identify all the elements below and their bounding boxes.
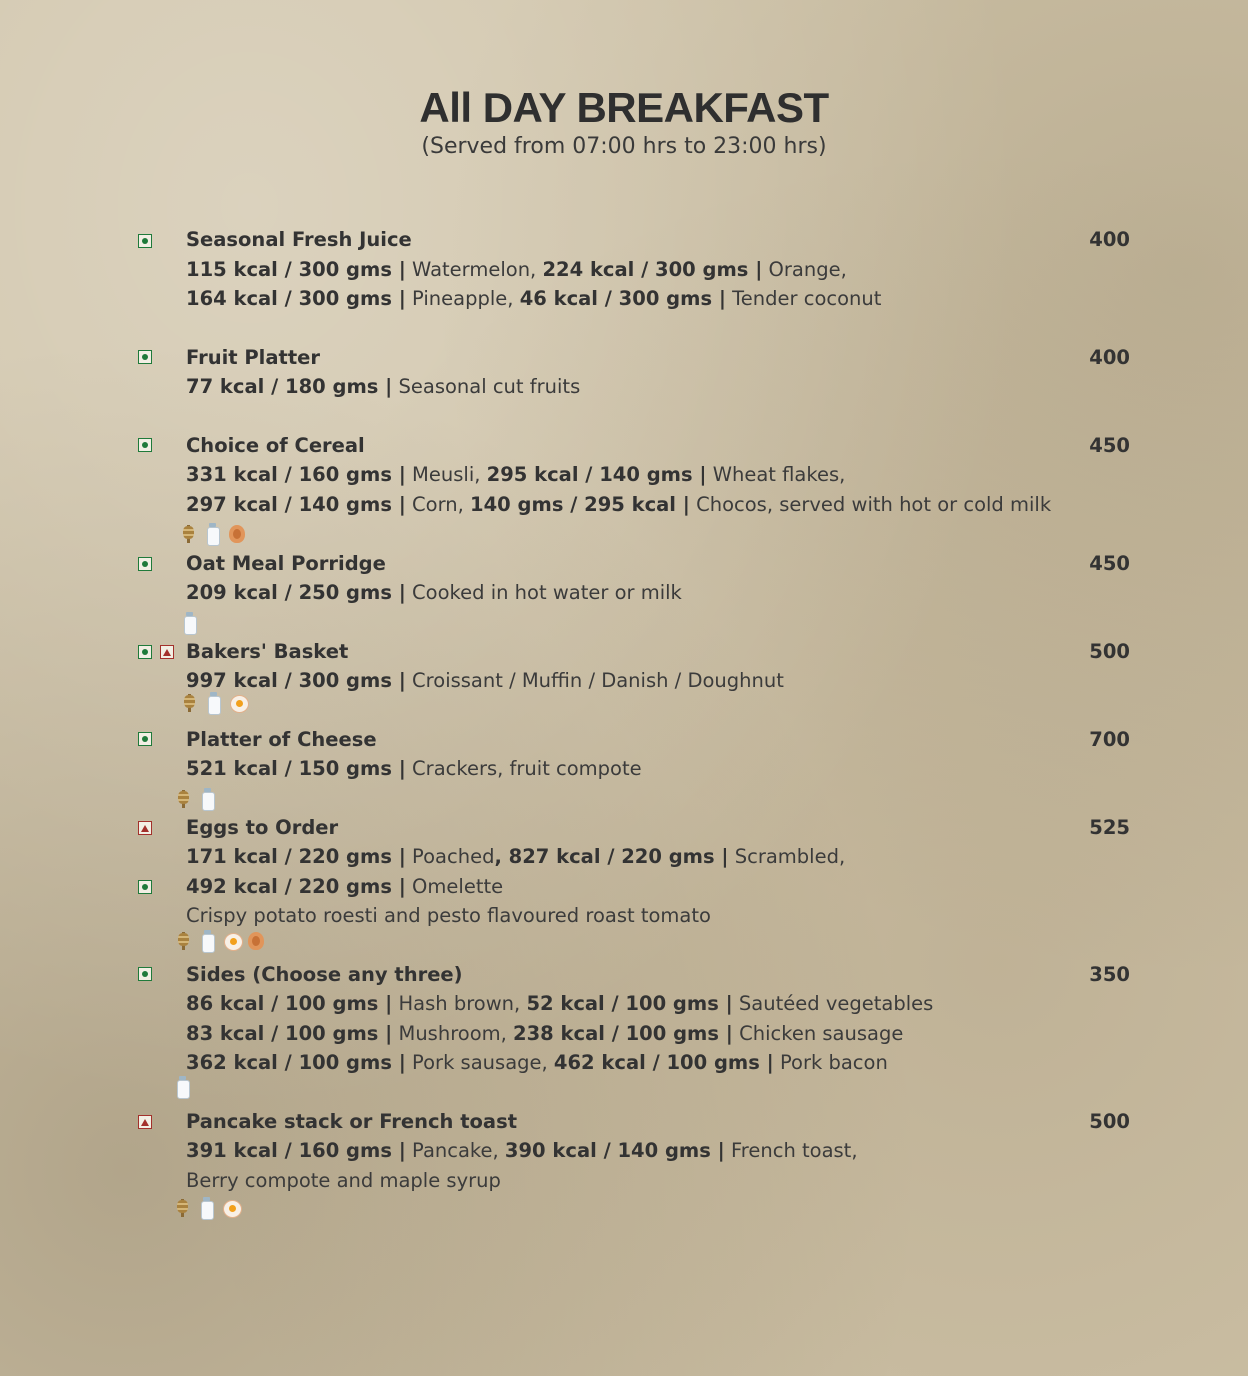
wheat-icon: [180, 523, 198, 545]
item-price: 400: [1089, 346, 1130, 369]
milk-icon: [198, 1197, 216, 1219]
item-name: Seasonal Fresh Juice: [186, 228, 412, 251]
item-name: Sides (Choose any three): [186, 963, 463, 986]
veg-mark-icon: [138, 557, 152, 571]
item-detail-line: 164 kcal / 300 gms | Pineapple, 46 kcal / 300 gms | Tender coconut: [186, 287, 882, 310]
milk-icon: [199, 788, 217, 810]
item-price: 500: [1089, 640, 1130, 663]
non-veg-mark-icon: [138, 821, 152, 835]
milk-icon: [205, 692, 223, 714]
milk-icon: [174, 1076, 192, 1098]
allergen-icons: [174, 1076, 198, 1098]
egg-icon: [229, 692, 247, 714]
wheat-icon: [174, 1197, 192, 1219]
veg-mark-icon: [138, 645, 152, 659]
item-name: Choice of Cereal: [186, 434, 365, 457]
veg-mark-icon: [138, 438, 152, 452]
milk-icon: [181, 612, 199, 634]
item-detail-line: 171 kcal / 220 gms | Poached, 827 kcal / 220 gms | Scrambled,: [186, 845, 846, 868]
allergen-icons: [181, 692, 253, 714]
item-detail-line: 83 kcal / 100 gms | Mushroom, 238 kcal / 100 gms | Chicken sausage: [186, 1022, 904, 1045]
menu-subtitle: (Served from 07:00 hrs to 23:00 hrs): [421, 134, 827, 159]
item-name: Pancake stack or French toast: [186, 1110, 518, 1133]
item-detail-line: 492 kcal / 220 gms | Omelette: [186, 875, 504, 898]
wheat-icon: [175, 788, 193, 810]
item-price: 525: [1089, 816, 1130, 839]
item-price: 350: [1089, 963, 1130, 986]
allergen-icons: [175, 788, 223, 810]
item-detail-line: 209 kcal / 250 gms | Cooked in hot water or milk: [186, 581, 682, 604]
item-detail-line: 115 kcal / 300 gms | Watermelon, 224 kcal / 300 gms | Orange,: [186, 258, 847, 281]
veg-mark-icon: [138, 967, 152, 981]
item-price: 450: [1089, 552, 1130, 575]
item-price: 500: [1089, 1110, 1130, 1133]
allergen-icons: [174, 1197, 246, 1219]
item-name: Oat Meal Porridge: [186, 552, 386, 575]
non-veg-mark-icon: [138, 1115, 152, 1129]
item-detail-line: 521 kcal / 150 gms | Crackers, fruit compote: [186, 757, 642, 780]
item-detail-line: 86 kcal / 100 gms | Hash brown, 52 kcal / 100 gms | Sautéed vegetables: [186, 992, 934, 1015]
menu-title: All DAY BREAKFAST: [419, 84, 829, 131]
allergen-icons: [175, 930, 271, 952]
item-detail-line: 331 kcal / 160 gms | Meusli, 295 kcal / 140 gms | Wheat flakes,: [186, 463, 846, 486]
egg-icon: [222, 1197, 240, 1219]
veg-mark-icon: [138, 732, 152, 746]
item-detail-line: 77 kcal / 180 gms | Seasonal cut fruits: [186, 375, 581, 398]
veg-mark-icon: [138, 234, 152, 248]
allergen-icons: [181, 612, 205, 634]
allergen-icons: [180, 523, 252, 545]
item-detail-line: 297 kcal / 140 gms | Corn, 140 gms / 295 kcal | Chocos, served with hot or cold milk: [186, 493, 1052, 516]
veg-mark-icon: [138, 880, 152, 894]
nut-icon: [228, 523, 246, 545]
item-name: Eggs to Order: [186, 816, 339, 839]
item-name: Bakers' Basket: [186, 640, 349, 663]
item-name: Platter of Cheese: [186, 728, 377, 751]
item-price: 450: [1089, 434, 1130, 457]
nut-icon: [247, 930, 265, 952]
item-detail-line: 997 kcal / 300 gms | Croissant / Muffin / Danish / Doughnut: [186, 669, 784, 692]
item-price: 400: [1089, 228, 1130, 251]
veg-mark-icon: [138, 350, 152, 364]
wheat-icon: [181, 692, 199, 714]
milk-icon: [204, 523, 222, 545]
egg-icon: [223, 930, 241, 952]
item-name: Fruit Platter: [186, 346, 320, 369]
item-detail-line: 391 kcal / 160 gms | Pancake, 390 kcal / 140 gms | French toast,: [186, 1139, 858, 1162]
non-veg-mark-icon: [160, 645, 174, 659]
item-description: Crispy potato roesti and pesto flavoured roast tomato: [186, 904, 711, 927]
wheat-icon: [175, 930, 193, 952]
item-description: Berry compote and maple syrup: [186, 1169, 501, 1192]
milk-icon: [199, 930, 217, 952]
item-price: 700: [1089, 728, 1130, 751]
item-detail-line: 362 kcal / 100 gms | Pork sausage, 462 kcal / 100 gms | Pork bacon: [186, 1051, 888, 1074]
